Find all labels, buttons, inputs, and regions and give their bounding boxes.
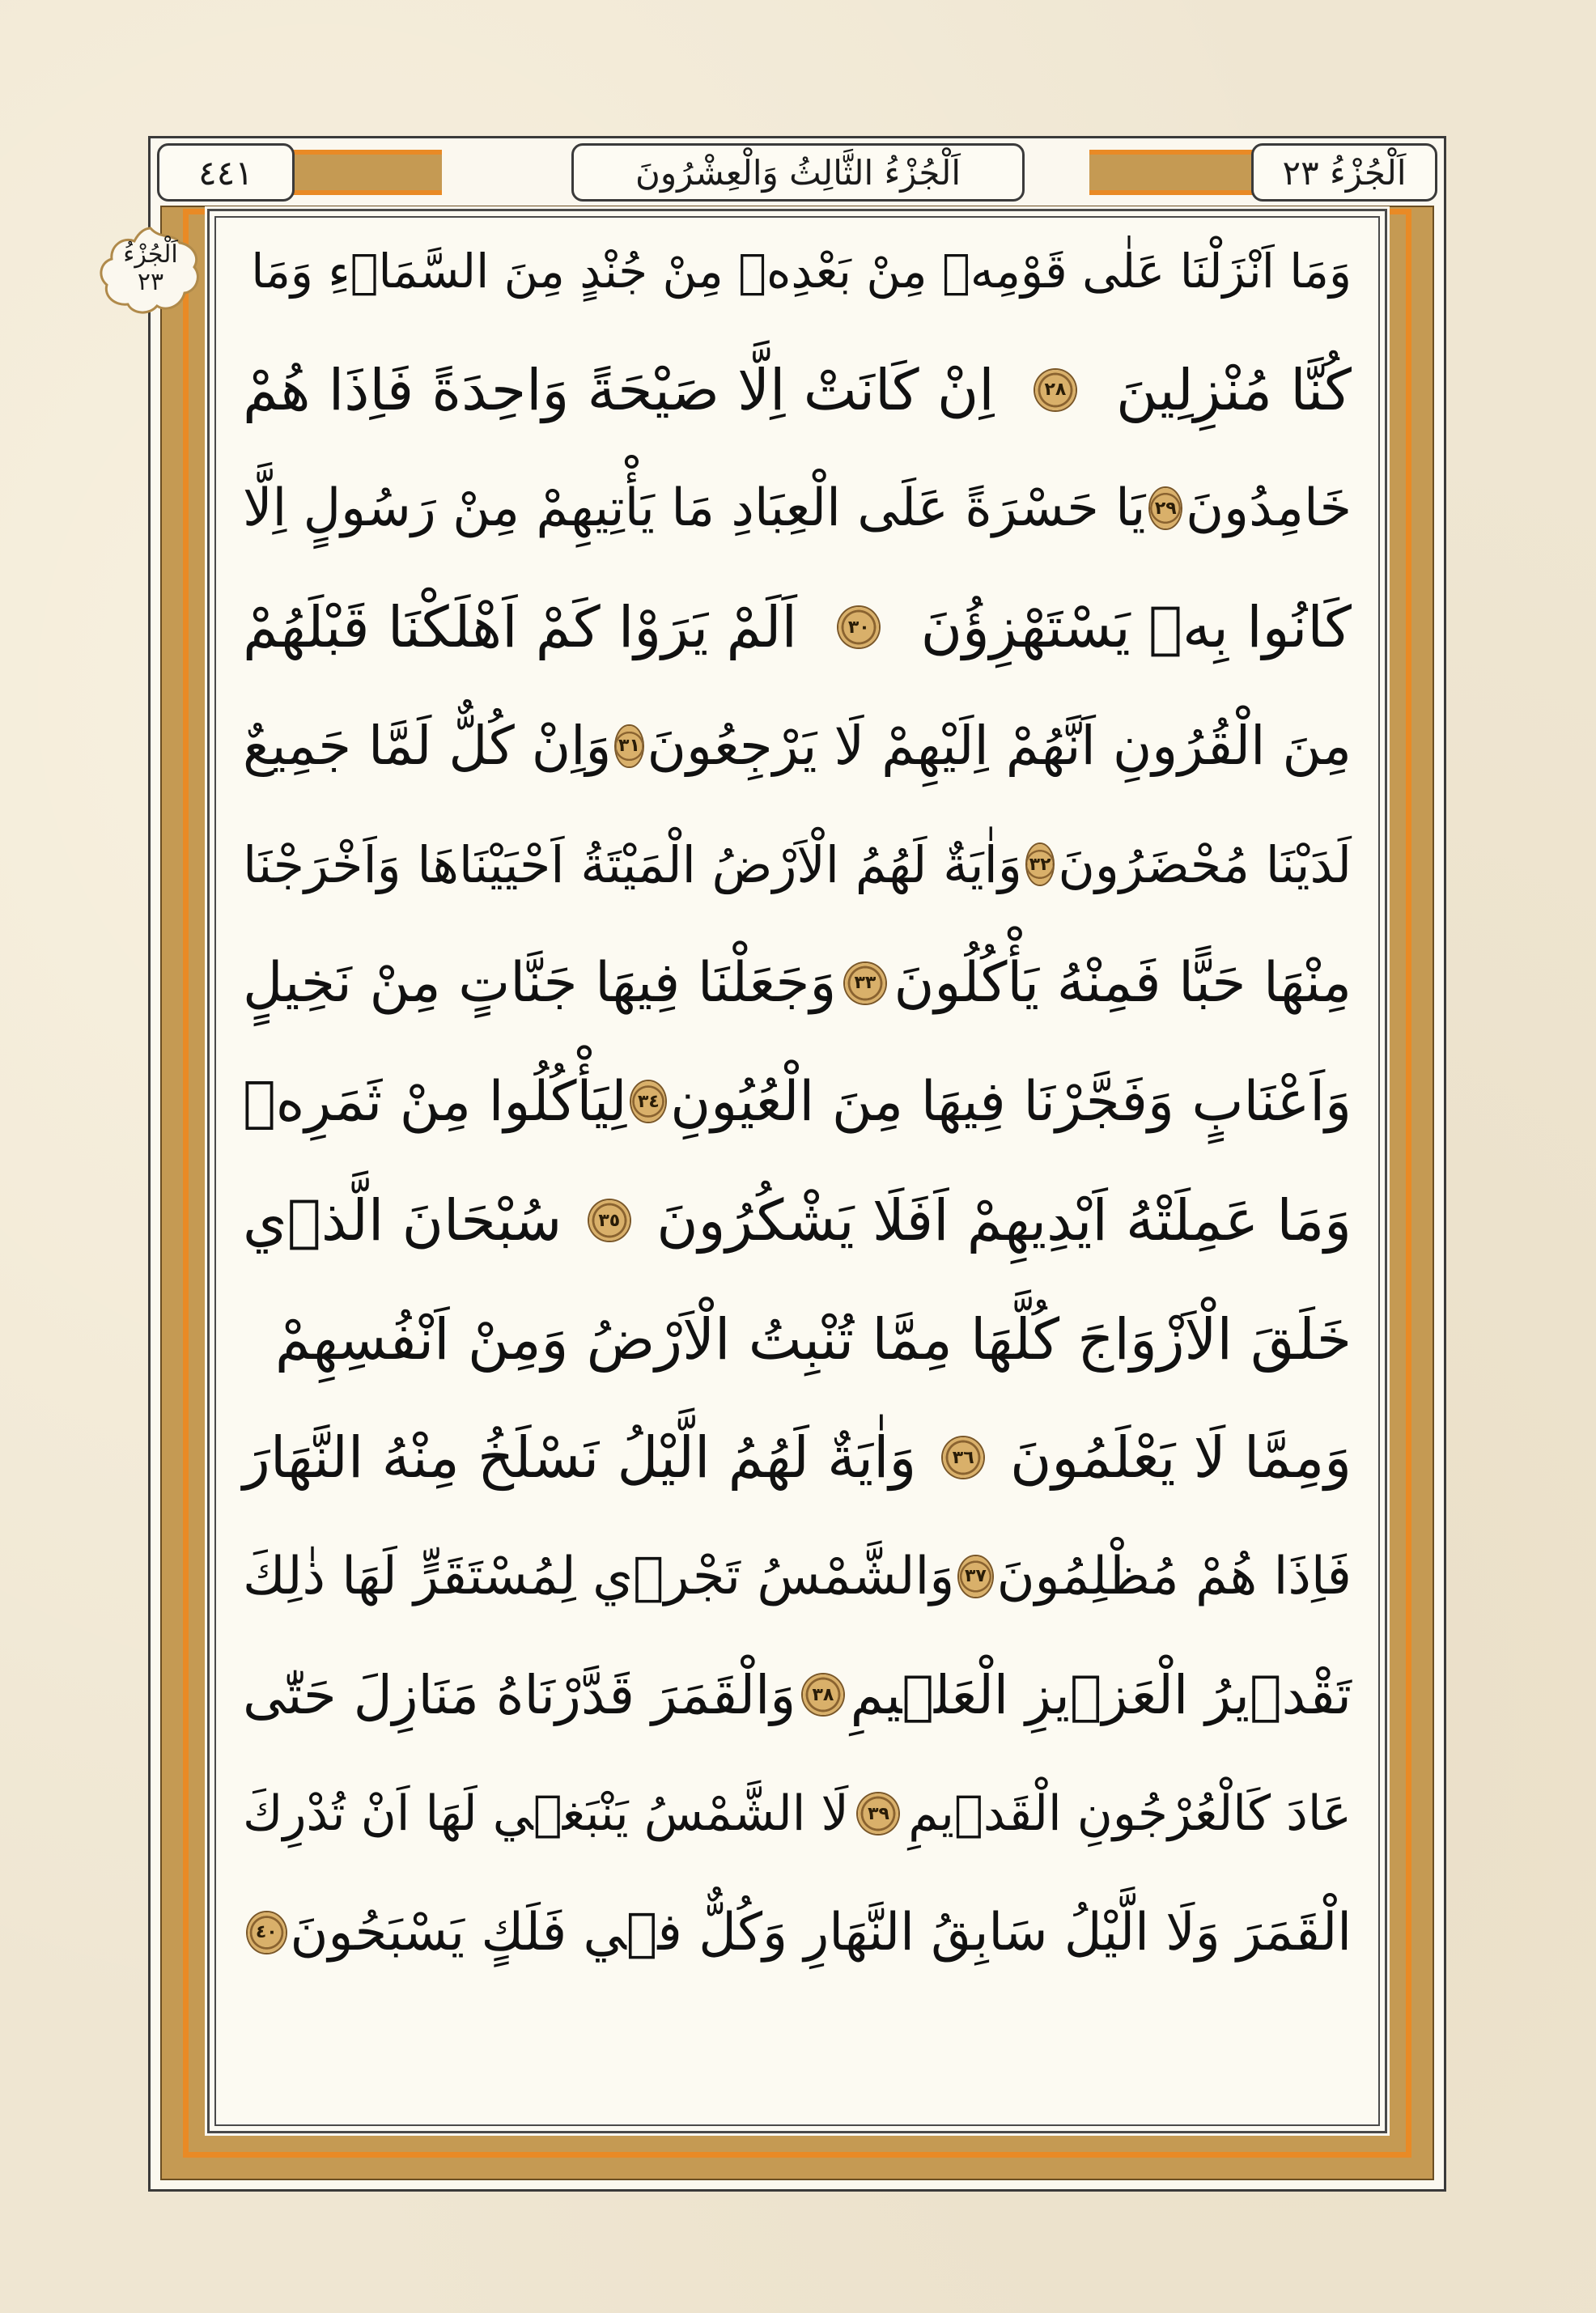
verse-text: كُنَّا مُنْزِلِينَ xyxy=(1115,356,1352,423)
text-line xyxy=(243,1398,1352,1517)
ayah-marker: ٣٧ xyxy=(959,1556,991,1597)
verse-text: الْقَمَرَ وَلَا الَّيْلُ سَابِقُ النَّهَارِ وَكُلٌّ ف۪ي فَلَكٍ يَسْبَحُونَ xyxy=(290,1902,1352,1963)
verse-text: اِنْ كَانَتْ اِلَّا صَيْحَةً وَاحِدَةً فَاِذَا هُمْ xyxy=(243,356,995,423)
verse-text: لَا الشَّمْسُ يَنْبَغ۪ي لَهَا اَنْ تُدْرِكَ xyxy=(243,1785,849,1843)
verse-text: وَمَا عَمِلَتْهُ اَيْدِيهِمْ اَفَلَا يَشْكُرُونَ xyxy=(656,1187,1352,1254)
ayah-marker: ٤٠ xyxy=(248,1912,286,1953)
ayah-marker: ٣١ xyxy=(616,726,642,766)
text-line xyxy=(243,805,1352,924)
text-line xyxy=(243,1636,1352,1755)
verse-text: خَامِدُونَ xyxy=(1186,478,1352,539)
header-ornament-left xyxy=(280,150,442,195)
text-line xyxy=(243,924,1352,1043)
verse-text: وَاِنْ كُلٌّ لَمَّا جَمِيعٌ xyxy=(243,715,612,778)
text-line xyxy=(243,1161,1352,1280)
ayah-marker: ٣٨ xyxy=(803,1674,843,1715)
text-line xyxy=(243,1042,1352,1161)
verse-text: وَاٰيَةٌ لَهُمُ الْاَرْضُ الْمَيْتَةُ اَحْيَيْنَاهَا وَاَخْرَجْنَا xyxy=(243,834,1022,894)
ayah-marker: ٣٩ xyxy=(858,1793,898,1834)
text-line xyxy=(243,212,1352,331)
text-line xyxy=(243,568,1352,687)
text-line xyxy=(243,449,1352,568)
verse-text: خَلَقَ الْاَزْوَاجَ كُلَّهَا مِمَّا تُنْبِتُ الْاَرْضُ وَمِنْ اَنْفُسِهِمْ xyxy=(274,1305,1352,1373)
ayah-marker: ٢٨ xyxy=(1035,370,1076,410)
verse-text: وَجَعَلْنَا فِيهَا جَنَّاتٍ مِنْ نَخِيلٍ xyxy=(243,951,837,1016)
text-line xyxy=(243,1280,1352,1398)
verse-text: تَقْد۪يرُ الْعَز۪يزِ الْعَل۪يمِ xyxy=(850,1663,1352,1726)
ayah-marker: ٣٢ xyxy=(1027,844,1053,885)
ayah-marker: ٣٠ xyxy=(838,607,879,647)
verse-text: فَاِذَا هُمْ مُظْلِمُونَ xyxy=(996,1546,1352,1606)
verse-text: يَا حَسْرَةً عَلَى الْعِبَادِ مَا يَأْتِيهِمْ مِنْ رَسُولٍ اِلَّا xyxy=(243,478,1146,539)
verse-text: لِيَأْكُلُوا مِنْ ثَمَرِهٖ xyxy=(243,1069,627,1134)
verse-text: وَالشَّمْسُ تَجْر۪ي لِمُسْتَقَرٍّ لَهَا ذٰلِكَ xyxy=(243,1546,955,1606)
verse-text: كَانُوا بِهٖ يَسْتَهْزِؤُنَ xyxy=(920,594,1352,661)
juz-badge xyxy=(96,241,206,296)
text-line xyxy=(243,331,1352,450)
quran-text xyxy=(243,212,1352,1992)
verse-text: وَالْقَمَرَ قَدَّرْنَاهُ مَنَازِلَ حَتّٰى xyxy=(243,1663,796,1726)
verse-text: مِنْهَا حَبًّا فَمِنْهُ يَأْكُلُونَ xyxy=(894,951,1352,1016)
ayah-marker: ٣٥ xyxy=(589,1200,630,1241)
verse-text: وَاَعْنَابٍ وَفَجَّرْنَا فِيهَا مِنَ الْعُيُونِ xyxy=(670,1069,1352,1134)
text-line xyxy=(243,1517,1352,1636)
page-header xyxy=(151,138,1444,206)
page-number: ٤٤١ xyxy=(157,143,295,202)
text-line xyxy=(243,1755,1352,1874)
juz-title: اَلْجُزْءُ الثَّالِثُ وَالْعِشْرُونَ xyxy=(571,143,1025,202)
verse-text: سُبْحَانَ الَّذ۪ي xyxy=(243,1187,562,1254)
text-line xyxy=(243,1873,1352,1992)
juz-badge-number: ٢٣ xyxy=(137,268,164,296)
verse-text: مِنَ الْقُرُونِ اَنَّهُمْ اِلَيْهِمْ لَا يَرْجِعُونَ xyxy=(647,715,1352,778)
verse-text: وَمَا اَنْزَلْنَا عَلٰى قَوْمِهٖ مِنْ بَعْدِهٖ مِنْ جُنْدٍ مِنَ السَّمَاۤءِ وَمَا xyxy=(251,244,1352,299)
juz-badge-label: اَلْجُزْءُ xyxy=(123,240,178,269)
ayah-marker: ٣٤ xyxy=(631,1081,665,1122)
ayah-marker: ٣٦ xyxy=(943,1437,983,1478)
ayah-marker: ٢٩ xyxy=(1150,488,1181,528)
verse-text: عَادَ كَالْعُرْجُونِ الْقَد۪يمِ xyxy=(908,1785,1352,1843)
verse-text: اَلَمْ يَرَوْا كَمْ اَهْلَكْنَا قَبْلَهُمْ xyxy=(243,594,797,661)
verse-text: لَدَيْنَا مُحْضَرُونَ xyxy=(1058,834,1352,894)
ayah-marker: ٣٣ xyxy=(845,963,885,1004)
verse-text: وَاٰيَةٌ لَهُمُ الَّيْلُ نَسْلَخُ مِنْهُ النَّهَارَ xyxy=(243,1424,917,1492)
verse-text: وَمِمَّا لَا يَعْلَمُونَ xyxy=(1010,1424,1352,1492)
juz-label: اَلْجُزْءُ ٢٣ xyxy=(1251,143,1437,202)
text-line xyxy=(243,686,1352,805)
